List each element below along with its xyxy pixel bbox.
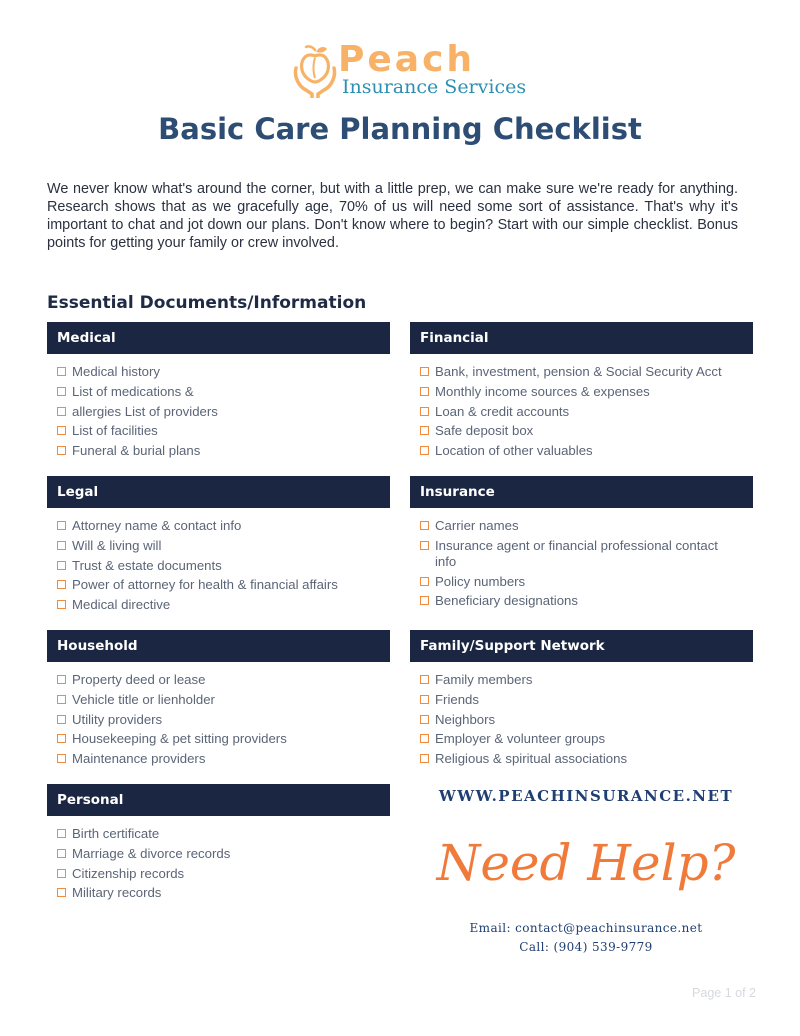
- checklist-item[interactable]: [420, 574, 753, 590]
- checklist-item-label: Medical directive: [72, 597, 171, 613]
- need-help-heading: Need Help?: [436, 834, 736, 892]
- checklist-item[interactable]: [420, 712, 753, 728]
- checklist-item[interactable]: [57, 384, 390, 400]
- checklist-item[interactable]: [57, 423, 390, 439]
- checkbox-icon[interactable]: [57, 387, 66, 396]
- card-title: Family/Support Network: [410, 630, 753, 662]
- checklist-item-label: Carrier names: [435, 518, 519, 533]
- checkbox-icon[interactable]: [420, 734, 429, 743]
- checklist-item[interactable]: [420, 404, 753, 420]
- checkbox-icon[interactable]: [420, 387, 429, 396]
- brand-name: Peach: [338, 39, 476, 80]
- card-title: Legal: [47, 476, 390, 508]
- checklist-item-label: List of facilities: [72, 423, 158, 439]
- checklist-item-label: Housekeeping & pet sitting providers: [72, 731, 287, 747]
- brand-logo: [292, 39, 527, 100]
- checklist-item[interactable]: [420, 692, 753, 708]
- checklist-item-label: Monthly income sources & expenses: [435, 383, 650, 399]
- checklist-item-label: Employer & volunteer groups: [435, 731, 606, 747]
- checklist-item-label: Family members: [435, 672, 533, 687]
- checklist-item-label: Attorney name & contact info: [72, 518, 242, 533]
- checklist: [410, 508, 753, 609]
- page-number: Page 1 of 2: [692, 986, 756, 1000]
- checklist-item-label: Will & living will: [72, 537, 162, 553]
- intro-paragraph: We never know what's around the corner, but with a little prep, we can make sure we're ready for anything. Research shows that as we gracefully age, 70% of us will need some sort of assistance. That's why it's important to chat and jot down our plans. Don't know where to begin? Start with our simple checklist. Bonus points for getting your family or crew involved.: [47, 181, 738, 251]
- checklist-item[interactable]: [420, 518, 753, 534]
- checklist-item-label: Funeral & burial plans: [72, 443, 201, 459]
- checklist-item-label: Marriage & divorce records: [72, 845, 231, 861]
- checklist-item[interactable]: [57, 712, 390, 728]
- checkbox-icon[interactable]: [420, 715, 429, 724]
- card-title: Financial: [410, 322, 753, 354]
- checklist-item[interactable]: [57, 672, 390, 688]
- checklist-item[interactable]: [420, 751, 753, 767]
- checklist-item[interactable]: [57, 404, 390, 420]
- checklist-item[interactable]: [57, 751, 390, 767]
- checkbox-icon[interactable]: [57, 407, 66, 416]
- checkbox-icon[interactable]: [57, 541, 66, 550]
- checklist-item-label: Citizenship records: [72, 865, 185, 881]
- checkbox-icon[interactable]: [420, 446, 429, 455]
- checkbox-icon[interactable]: [57, 888, 66, 897]
- checkbox-icon[interactable]: [420, 577, 429, 586]
- checklist: [47, 354, 390, 459]
- checkbox-icon[interactable]: [420, 541, 429, 550]
- checklist-item-label: Loan & credit accounts: [435, 403, 570, 419]
- phone-contact[interactable]: Call: (904) 539-9779: [519, 940, 653, 954]
- checklist-item-label: Bank, investment, pension & Social Security Acct: [435, 364, 722, 379]
- card-insurance: [410, 476, 753, 613]
- checklist-item[interactable]: [57, 577, 390, 593]
- checkbox-icon[interactable]: [57, 580, 66, 589]
- checkbox-icon[interactable]: [57, 754, 66, 763]
- checklist-item[interactable]: [420, 423, 753, 439]
- checklist-item[interactable]: [420, 672, 753, 688]
- checklist: [47, 508, 390, 613]
- checklist-item-label: Beneficiary designations: [435, 593, 578, 609]
- card-medical: [47, 322, 390, 463]
- section-heading: Essential Documents/Information: [47, 293, 367, 313]
- checkbox-icon[interactable]: [420, 426, 429, 435]
- brand-tagline: Insurance Services: [342, 76, 527, 98]
- checklist-item[interactable]: [57, 692, 390, 708]
- checklist-item-label: Utility providers: [72, 711, 163, 727]
- checklist-item-label: Safe deposit box: [435, 423, 534, 439]
- checklist-item[interactable]: [420, 538, 753, 570]
- checkbox-icon[interactable]: [57, 561, 66, 570]
- checkbox-icon[interactable]: [57, 521, 66, 530]
- checkbox-icon[interactable]: [57, 446, 66, 455]
- card-title: Medical: [47, 322, 390, 354]
- card-household: [47, 630, 390, 771]
- checklist: [47, 662, 390, 767]
- website-link[interactable]: WWW.PEACHINSURANCE.NET: [438, 787, 734, 805]
- checkbox-icon[interactable]: [57, 734, 66, 743]
- checklist-item-label: allergies List of providers: [72, 403, 218, 419]
- checkbox-icon[interactable]: [420, 695, 429, 704]
- checkbox-icon[interactable]: [57, 695, 66, 704]
- checklist-item[interactable]: [57, 866, 390, 882]
- checklist-item-label: Policy numbers: [435, 573, 526, 589]
- card-title: Personal: [47, 784, 390, 816]
- checklist-item-label: Military records: [72, 885, 162, 901]
- checklist-item[interactable]: [57, 538, 390, 554]
- checklist-item[interactable]: [57, 518, 390, 534]
- checklist-item-label: Vehicle title or lienholder: [72, 691, 215, 707]
- checklist-item[interactable]: [57, 597, 390, 613]
- checkbox-icon[interactable]: [57, 426, 66, 435]
- card-financial: [410, 322, 753, 463]
- checkbox-icon[interactable]: [57, 675, 66, 684]
- checklist-item-label: Medical history: [72, 364, 160, 379]
- page-title: Basic Care Planning Checklist: [158, 112, 642, 146]
- card-personal: [47, 784, 390, 905]
- checkbox-icon[interactable]: [57, 600, 66, 609]
- checklist-item-label: Religious & spiritual associations: [435, 751, 628, 767]
- checkbox-icon[interactable]: [57, 849, 66, 858]
- peach-hands-logo-icon: [292, 44, 338, 98]
- checklist-item-label: Friends: [435, 691, 479, 707]
- email-contact[interactable]: Email: contact@peachinsurance.net: [469, 921, 703, 935]
- checklist-item[interactable]: [57, 558, 390, 574]
- checklist-item[interactable]: [57, 826, 390, 842]
- checklist-item[interactable]: [420, 443, 753, 459]
- checklist: [47, 816, 390, 901]
- checklist-item[interactable]: [57, 846, 390, 862]
- checkbox-icon[interactable]: [420, 521, 429, 530]
- checkbox-icon[interactable]: [57, 367, 66, 376]
- checklist-item-label: Insurance agent or financial professional contact info: [435, 537, 718, 569]
- checklist-item[interactable]: [420, 384, 753, 400]
- checkbox-icon[interactable]: [420, 367, 429, 376]
- card-legal: [47, 476, 390, 617]
- checklist-item-label: Birth certificate: [72, 826, 160, 841]
- card-family-support: [410, 630, 753, 771]
- checklist-item-label: Location of other valuables: [435, 443, 593, 459]
- checklist-item-label: Neighbors: [435, 711, 496, 727]
- checkbox-icon[interactable]: [57, 829, 66, 838]
- checklist-item[interactable]: [57, 885, 390, 901]
- card-title: Household: [47, 630, 390, 662]
- checklist-item[interactable]: [57, 731, 390, 747]
- checklist-item-label: Maintenance providers: [72, 751, 206, 767]
- checklist-item-label: Trust & estate documents: [72, 557, 222, 573]
- checklist-item-label: Power of attorney for health & financial affairs: [72, 577, 338, 593]
- checklist: [410, 662, 753, 767]
- checkbox-icon[interactable]: [420, 675, 429, 684]
- checkbox-icon[interactable]: [420, 754, 429, 763]
- checklist-item[interactable]: [57, 443, 390, 459]
- checklist-item[interactable]: [420, 593, 753, 609]
- checklist-item[interactable]: [57, 364, 390, 380]
- checklist-item[interactable]: [420, 364, 753, 380]
- checklist-item-label: List of medications &: [72, 383, 194, 399]
- checklist-item-label: Property deed or lease: [72, 672, 206, 687]
- checklist: [410, 354, 753, 459]
- checklist-item[interactable]: [420, 731, 753, 747]
- checkbox-icon[interactable]: [420, 596, 429, 605]
- checkbox-icon[interactable]: [57, 715, 66, 724]
- checkbox-icon[interactable]: [420, 407, 429, 416]
- card-title: Insurance: [410, 476, 753, 508]
- checkbox-icon[interactable]: [57, 869, 66, 878]
